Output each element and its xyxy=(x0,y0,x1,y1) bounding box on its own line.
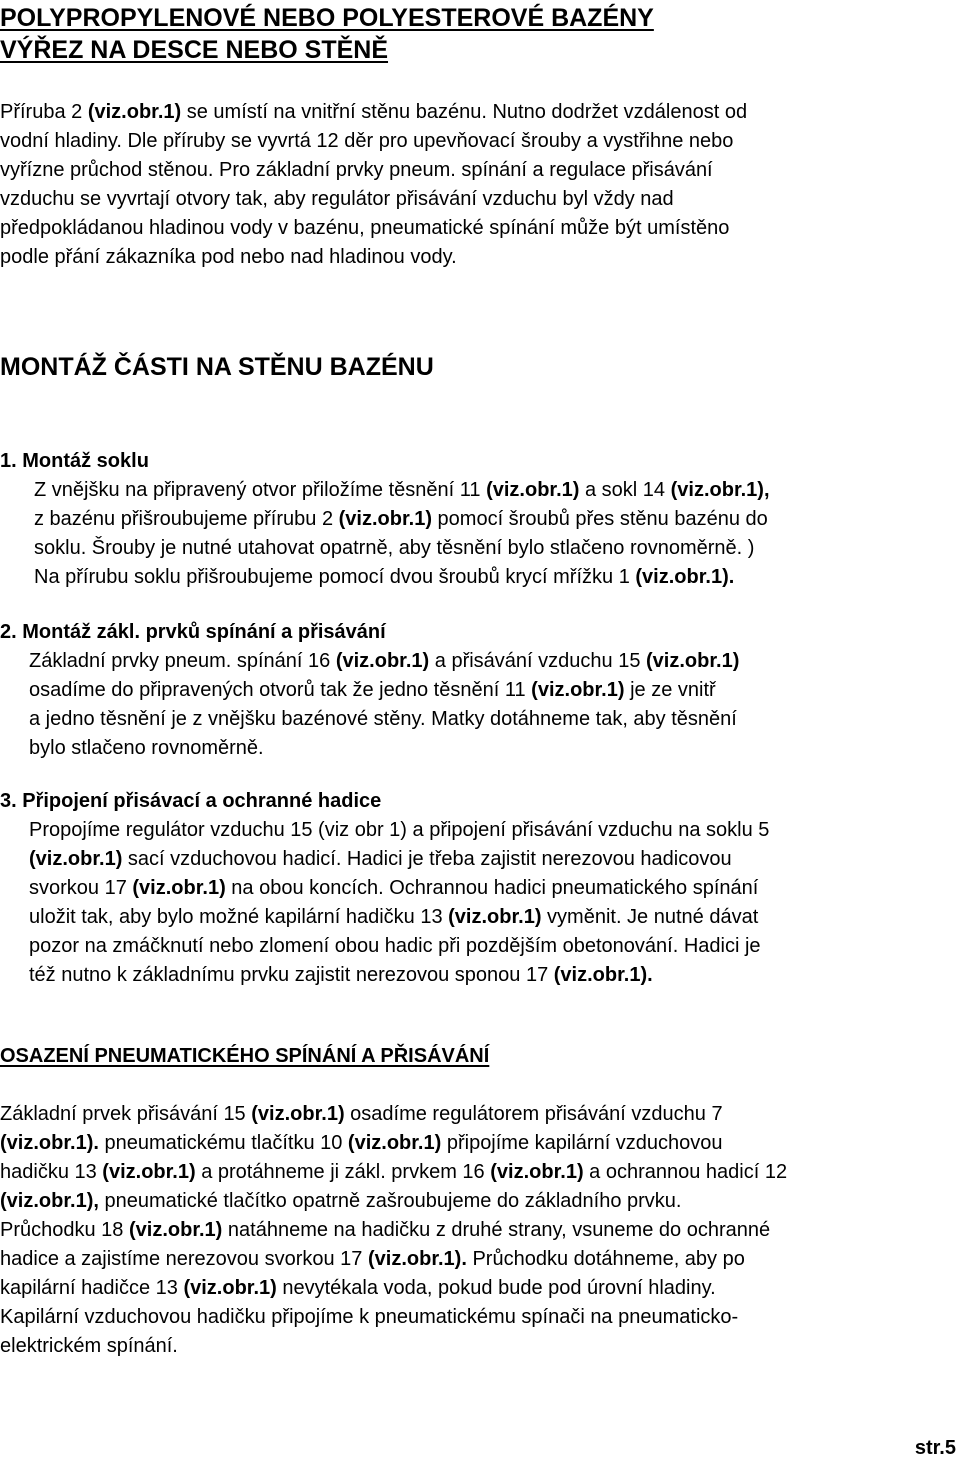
title-line-2: VÝŘEZ NA DESCE NEBO STĚNĚ xyxy=(0,36,389,64)
intro-line: vzduchu se vyvrtají otvory tak, aby regulátor přisávání vzduchu byl vždy nad xyxy=(0,188,674,210)
step-1-line: soklu. Šrouby je nutné utahovat opatrně, aby těsnění bylo stlačeno rovnoměrně. ) xyxy=(34,537,755,559)
section-2-line: hadičku 13 (viz.obr.1) a protáhneme ji zákl. prvkem 16 (viz.obr.1) a ochrannou hadicí 12 xyxy=(0,1161,788,1183)
section-2-line: (viz.obr.1). pneumatickému tlačítku 10 (viz.obr.1) připojíme kapilární vzduchovou xyxy=(0,1132,723,1154)
step-2-label: 2. Montáž zákl. prvků spínání a přisávání xyxy=(0,621,386,643)
intro-line: vyřízne průchod stěnou. Pro základní prvky pneum. spínání a regulace přisávání xyxy=(0,159,713,181)
step-3-line: též nutno k základnímu prvku zajistit nerezovou sponou 17 (viz.obr.1). xyxy=(29,964,653,986)
section-2-line: kapilární hadičce 13 (viz.obr.1) nevytékala voda, pokud bude pod úrovní hladiny. xyxy=(0,1277,716,1299)
section-2-line: Kapilární vzduchovou hadičku připojíme k pneumatickému spínači na pneumaticko- xyxy=(0,1306,739,1328)
step-1-line: z bazénu přišroubujeme přírubu 2 (viz.obr.1) pomocí šroubů přes stěnu bazénu do xyxy=(34,508,768,530)
intro-line: Příruba 2 (viz.obr.1) se umístí na vnitřní stěnu bazénu. Nutno dodržet vzdálenost od xyxy=(0,101,748,123)
step-3-line: uložit tak, aby bylo možné kapilární hadičku 13 (viz.obr.1) vyměnit. Je nutné dávat xyxy=(29,906,759,928)
step-3-body xyxy=(29,816,769,990)
intro-line: vodní hladiny. Dle příruby se vyvrtá 12 děr pro upevňovací šrouby a vystřihne nebo xyxy=(0,130,734,152)
title-line-1: POLYPROPYLENOVÉ NEBO POLYESTEROVÉ BAZÉNY xyxy=(0,4,654,32)
step-2-line: bylo stlačeno rovnoměrně. xyxy=(29,737,264,759)
section-heading-2: OSAZENÍ PNEUMATICKÉHO SPÍNÁNÍ A PŘISÁVÁNÍ xyxy=(0,1045,490,1067)
section-2-line: elektrickém spínání. xyxy=(0,1335,178,1357)
section-2-line: Základní prvek přisávání 15 (viz.obr.1) osadíme regulátorem přisávání vzduchu 7 xyxy=(0,1103,723,1125)
step-3-line: Propojíme regulátor vzduchu 15 (viz obr 1) a připojení přisávání vzduchu na soklu 5 xyxy=(29,819,770,841)
step-1-label: 1. Montáž soklu xyxy=(0,450,149,472)
section-2-line: (viz.obr.1), pneumatické tlačítko opatrně zašroubujeme do základního prvku. xyxy=(0,1190,682,1212)
section-2-line: Průchodku 18 (viz.obr.1) natáhneme na hadičku z druhé strany, vsuneme do ochranné xyxy=(0,1219,771,1241)
section-2-line: hadice a zajistíme nerezovou svorkou 17 (viz.obr.1). Průchodku dotáhneme, aby po xyxy=(0,1248,745,1270)
step-3-label: 3. Připojení přisávací a ochranné hadice xyxy=(0,790,382,812)
step-2-line: Základní prvky pneum. spínání 16 (viz.obr.1) a přisávání vzduchu 15 (viz.obr.1) xyxy=(29,650,740,672)
step-1-body xyxy=(34,476,770,592)
step-3-line: pozor na zmáčknutí nebo zlomení obou hadic při pozdějším obetonování. Hadici je xyxy=(29,935,761,957)
intro-line: předpokládanou hladinou vody v bazénu, pneumatické spínání může být umístěno xyxy=(0,217,730,239)
step-2-line: a jedno těsnění je z vnějšku bazénové stěny. Matky dotáhneme tak, aby těsnění xyxy=(29,708,737,730)
section-heading: MONTÁŽ ČÁSTI NA STĚNU BAZÉNU xyxy=(0,353,434,381)
document-title xyxy=(0,2,654,66)
step-2-line: osadíme do připravených otvorů tak že jedno těsnění 11 (viz.obr.1) je ze vnitř xyxy=(29,679,716,701)
step-1-line: Na přírubu soklu přišroubujeme pomocí dvou šroubů krycí mřížku 1 (viz.obr.1). xyxy=(34,566,735,588)
step-1-line: Z vnějšku na připravený otvor přiložíme těsnění 11 (viz.obr.1) a sokl 14 (viz.obr.1), xyxy=(34,479,770,501)
step-3-line: svorkou 17 (viz.obr.1) na obou koncích. Ochrannou hadici pneumatického spínání xyxy=(29,877,759,899)
section-2-paragraph xyxy=(0,1100,960,1361)
step-3-line: (viz.obr.1) sací vzduchovou hadicí. Hadici je třeba zajistit nerezovou hadicovou xyxy=(29,848,732,870)
step-2-body xyxy=(29,647,739,763)
page-number: str.5 xyxy=(914,1437,956,1459)
intro-paragraph xyxy=(0,98,960,272)
intro-line: podle přání zákazníka pod nebo nad hladinou vody. xyxy=(0,246,457,268)
